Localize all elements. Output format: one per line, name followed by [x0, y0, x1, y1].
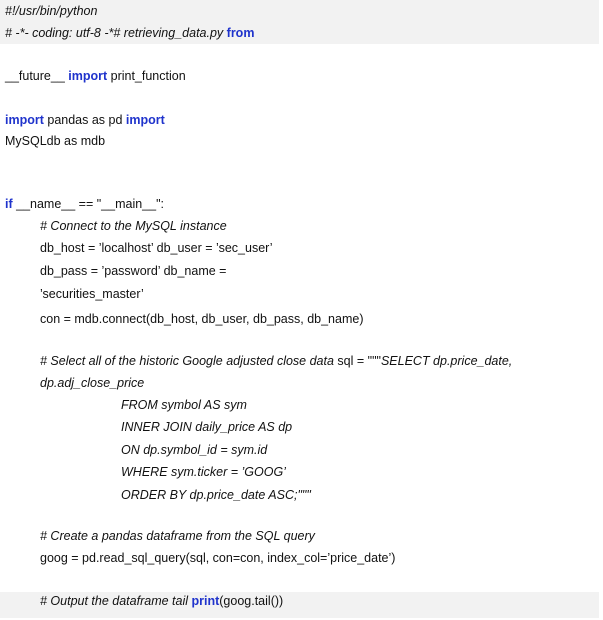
encoding-comment: # -*- coding: utf-8 -*# retrieving_data.py — [5, 26, 227, 40]
sql-line: ON dp.symbol_id = sym.id — [121, 443, 268, 457]
sql-comment-line — [40, 353, 512, 369]
future-module: __future__ — [5, 69, 69, 83]
sql-line: WHERE sym.ticker = ’GOOG’ — [121, 465, 286, 479]
keyword-import: import — [125, 113, 165, 127]
print-line — [40, 593, 283, 609]
sql-line: FROM symbol AS sym — [121, 398, 247, 412]
keyword-import: import — [68, 69, 108, 83]
comment-select: # Select all of the historic Google adjusted close data — [40, 354, 338, 368]
shebang-line: #!/usr/bin/python — [5, 4, 98, 18]
keyword-print: print — [191, 594, 220, 608]
code-line: con = mdb.connect(db_host, db_user, db_pass, db_name) — [40, 312, 364, 326]
mysqldb-line: MySQLdb as mdb — [5, 134, 106, 148]
encoding-line — [5, 25, 254, 41]
keyword-import: import — [5, 113, 44, 127]
sql-assign: sql = """ — [337, 354, 381, 368]
print-function: print_function — [107, 69, 186, 83]
main-condition: __name__ == "__main__": — [12, 197, 164, 211]
sql-line: dp.adj_close_price — [40, 376, 145, 390]
comment-connect: # Connect to the MySQL instance — [40, 219, 227, 233]
main-guard-line — [5, 196, 164, 212]
pandas-alias: pandas as pd — [43, 113, 126, 127]
code-line: ’securities_master’ — [40, 287, 144, 301]
pandas-import-line — [5, 112, 165, 128]
comment-output: # Output the dataframe tail — [40, 594, 192, 608]
keyword-if: if — [5, 197, 13, 211]
keyword-from: from — [226, 26, 255, 40]
code-line: db_pass = ’password’ db_name = — [40, 264, 227, 278]
comment-dataframe: # Create a pandas dataframe from the SQL query — [40, 529, 315, 543]
code-line: db_host = ’localhost’ db_user = ’sec_user’ — [40, 241, 273, 255]
code-line: goog = pd.read_sql_query(sql, con=con, index_col=’price_date’) — [40, 551, 396, 565]
sql-select: SELECT dp.price_date, — [380, 354, 513, 368]
future-import-line — [5, 68, 186, 84]
print-args: (goog.tail()) — [219, 594, 284, 608]
sql-line: ORDER BY dp.price_date ASC;""" — [121, 488, 311, 502]
sql-line: INNER JOIN daily_price AS dp — [121, 420, 293, 434]
